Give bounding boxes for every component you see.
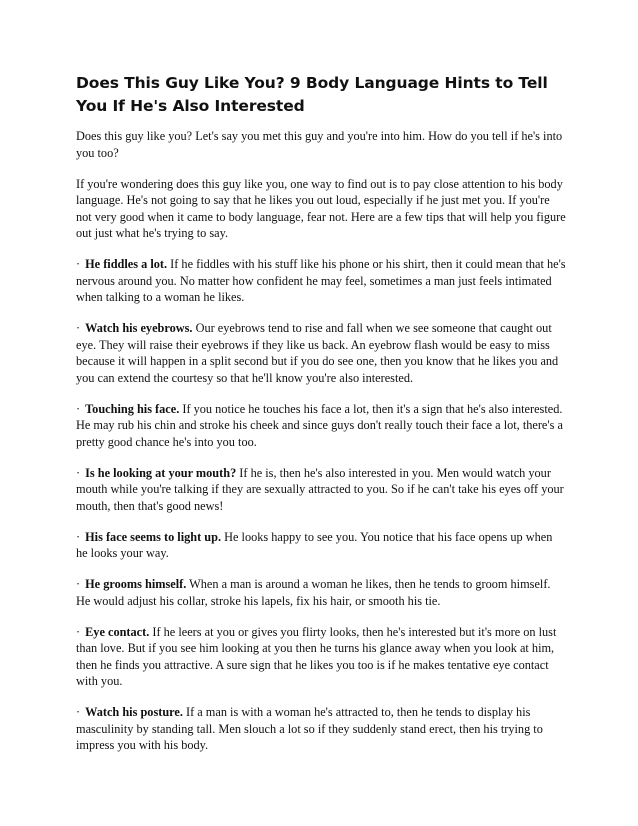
tip-text: If he is, then he's also interested in you. Men would watch your mouth while you're talking if they are sexually attracted to you. So if he can't take his eyes off your mouth, then that's good news! xyxy=(76,465,564,513)
tip-text: If a man is with a woman he's attracted to, then he tends to display his masculinity by standing tall. Men slouch a lot so if they suddenly stand erect, then his trying to impress you with his body. xyxy=(76,705,543,752)
tip-lead: Watch his eyebrows. xyxy=(85,321,193,335)
bullet-mark: · xyxy=(76,465,81,480)
bullet-mark: · xyxy=(76,529,81,544)
tip-lead: He grooms himself. xyxy=(85,577,187,591)
tip-paragraph xyxy=(76,624,566,690)
tip-lead: His face seems to light up. xyxy=(85,529,222,544)
bullet-mark: · xyxy=(76,705,81,719)
tip-paragraph xyxy=(76,576,566,609)
tip-paragraph xyxy=(76,320,566,386)
tip-paragraph xyxy=(76,704,566,754)
tip-paragraph xyxy=(76,256,566,306)
tip-text: If he leers at you or gives you flirty looks, then he's interested but it's more on lust than love. But if you see him looking at you then he turns his glance away when you look at him, then he finds you attractive. A sure sign that he likes you too is if he makes tentative eye contact with you. xyxy=(76,624,557,688)
tip-text: If he fiddles with his stuff like his phone or his shirt, then it could mean that he's nervous around you. No matter how confident he may feel, sometimes a man just feels intimated when talking to a woman he likes. xyxy=(76,257,566,304)
intro-paragraph-2: If you're wondering does this guy like you, one way to find out is to pay close attention to his body language. He's not going to say that he likes you out loud, especially if he just met you. If you're not very good when it came to body language, fear not. Here are a few tips that will help you figure out just what he's trying to say. xyxy=(76,176,566,240)
tip-text: When a man is around a woman he likes, then he tends to groom himself. He would adjust his collar, stroke his lapels, fix his hair, or smooth his tie. xyxy=(76,577,551,608)
bullet-mark: · xyxy=(76,577,81,591)
tip-paragraph xyxy=(76,465,566,515)
tip-text: He looks happy to see you. You notice that his face opens up when he looks your way. xyxy=(76,529,553,560)
tip-lead: Eye contact. xyxy=(85,624,150,639)
tip-paragraph xyxy=(76,529,566,562)
tip-lead: He fiddles a lot. xyxy=(85,257,168,271)
document-title: Does This Guy Like You? 9 Body Language Hints to Tell You If He's Also Interested xyxy=(76,74,548,115)
tip-lead: Watch his posture. xyxy=(85,705,183,719)
tip-paragraph xyxy=(76,401,566,451)
tip-text: If you notice he touches his face a lot, then it's a sign that he's also interested. He may rub his chin and stroke his cheek and since guys don't really touch their face a lot, there's a pretty good chance he's into you too. xyxy=(76,401,563,449)
tip-text: Our eyebrows tend to rise and fall when we see someone that caught out eye. They will raise their eyebrows if they like us back. An eyebrow flash would be easy to miss because it will happen in a split second but if you do see one, then you know that he likes you and you can extend the courtesy so that he'll know you're also interested. xyxy=(76,321,559,385)
tip-lead: Is he looking at your mouth? xyxy=(85,465,237,480)
bullet-mark: · xyxy=(76,257,81,271)
tip-lead: Touching his face. xyxy=(85,401,180,416)
bullet-mark: · xyxy=(76,401,81,416)
document-page xyxy=(76,72,566,768)
bullet-mark: · xyxy=(76,624,81,639)
bullet-mark: · xyxy=(76,321,81,335)
intro-paragraph-1: Does this guy like you? Let's say you met this guy and you're into him. How do you tell if he's into you too? xyxy=(76,129,563,160)
